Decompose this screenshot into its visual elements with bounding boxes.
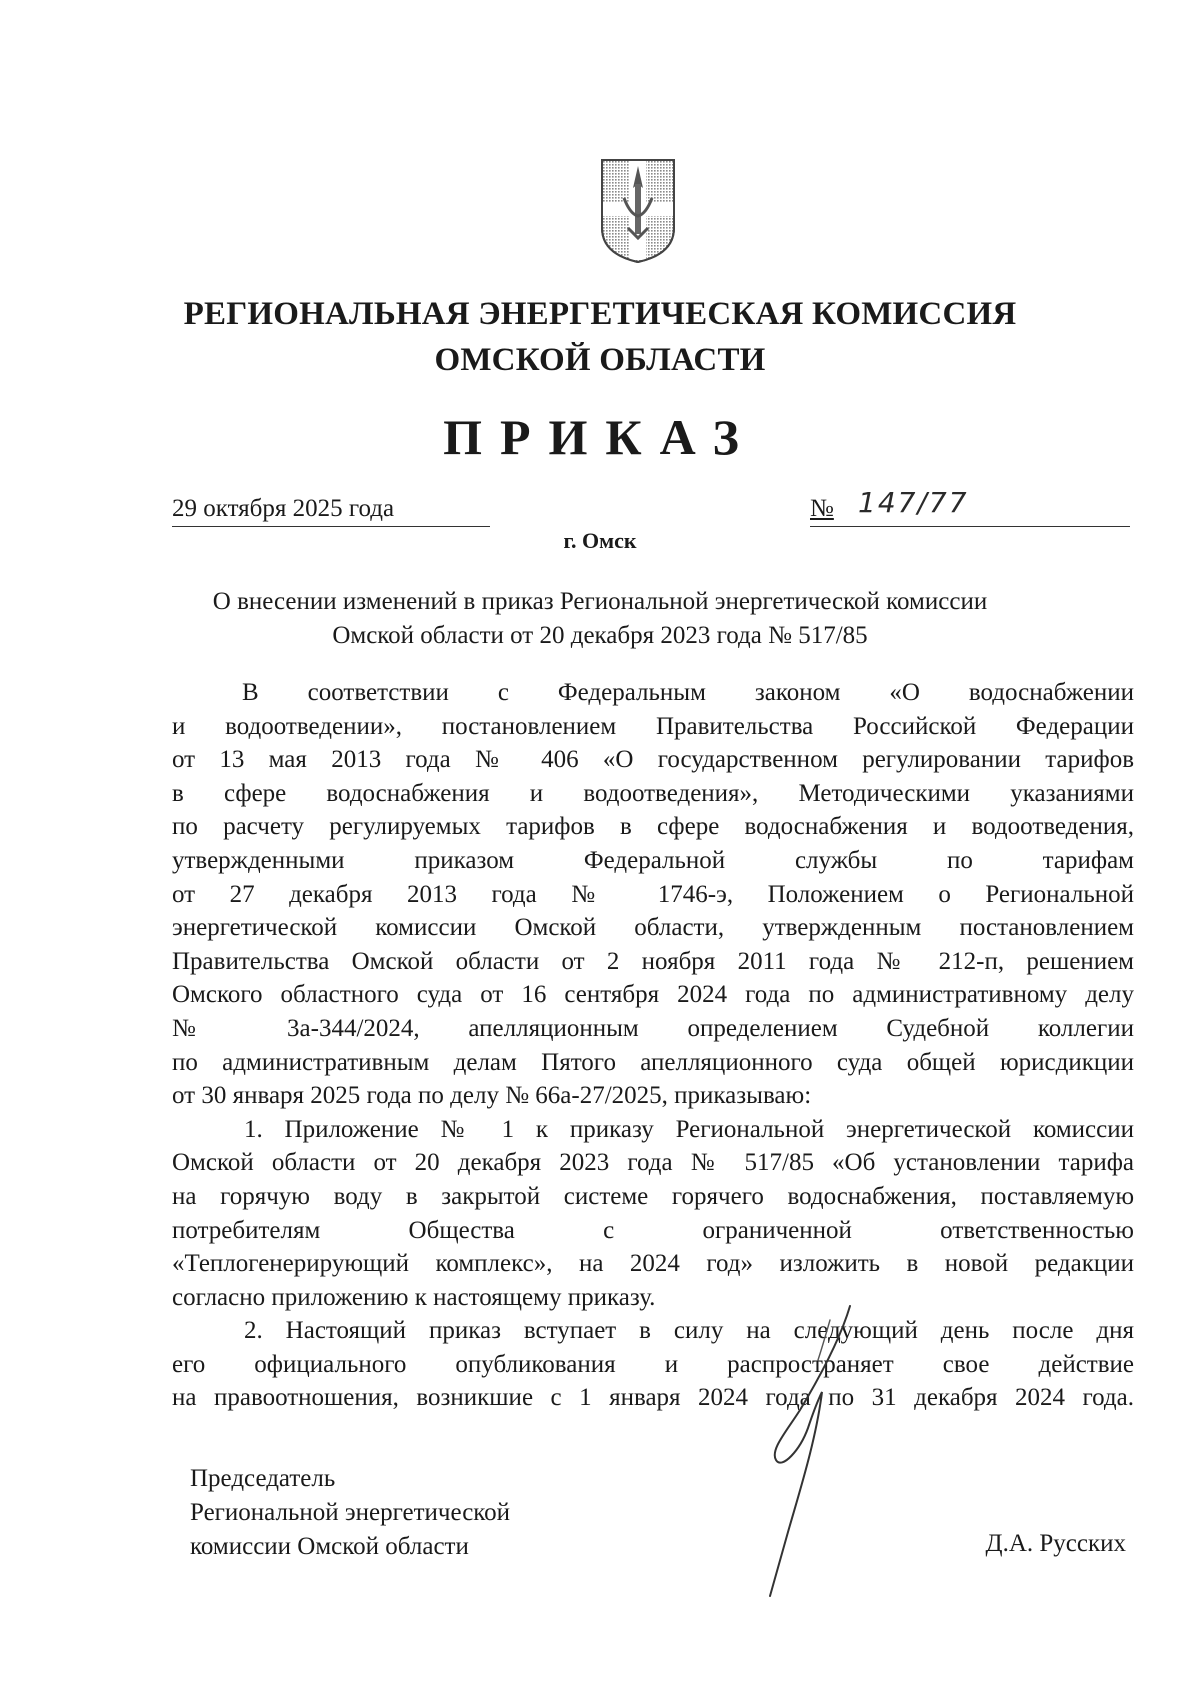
body-line: и водоотведении», постановлением Правительства Российской Федерации (172, 712, 1134, 740)
body-line: на горячую воду в закрытой системе горячего водоснабжения, поставляемую (172, 1182, 1134, 1210)
position-line: Председатель (190, 1465, 336, 1492)
subject-line: Омской области от 20 декабря 2023 года № 517/85 (332, 622, 868, 649)
order-date: 29 октября 2025 года (172, 494, 490, 527)
order-body (172, 676, 1134, 1415)
body-line: Правительства Омской области от 2 ноября 2011 года № 212-п, решением (172, 947, 1134, 975)
signatory-position (190, 1462, 510, 1564)
body-line: энергетической комиссии Омской области, утвержденным постановлением (172, 914, 1134, 942)
signatory-name: Д.А. Русских (985, 1530, 1126, 1557)
body-line: на правоотношения, возникшие с 1 января 2024 года по 31 декабря 2024 года. (172, 1384, 1134, 1412)
position-line: Региональной энергетической (190, 1499, 511, 1526)
body-line: его официального опубликования и распространяет свое действие (172, 1350, 1134, 1378)
body-line: 1. Приложение № 1 к приказу Региональной энергетической комиссии (244, 1115, 1134, 1143)
body-line: по административным делам Пятого апелляционного суда общей юрисдикции (172, 1048, 1134, 1076)
handwritten-signature (730, 1300, 870, 1600)
position-line: комиссии Омской области (190, 1533, 469, 1560)
body-line: согласно приложению к настоящему приказу. (172, 1283, 656, 1311)
body-line: В соответствии с Федеральным законом «О водоснабжении (242, 679, 1134, 706)
body-line: в сфере водоснабжения и водоотведения», Методическими указаниями (172, 779, 1134, 807)
body-line: 2. Настоящий приказ вступает в силу на следующий день после дня (244, 1317, 1134, 1345)
order-number-field (810, 486, 1130, 527)
body-line: Омской области от 20 декабря 2023 года № 517/85 «Об установлении тарифа (172, 1149, 1134, 1177)
order-number-handwritten: 147/77 (858, 486, 969, 519)
body-line: от 13 мая 2013 года № 406 «О государственном регулировании тарифов (172, 746, 1134, 774)
body-line: Омского областного суда от 16 сентября 2024 года по административному делу (172, 981, 1134, 1009)
body-line: от 27 декабря 2013 года № 1746-э, Положением о Региональной (172, 880, 1134, 908)
body-line: по расчету регулируемых тарифов в сфере водоснабжения и водоотведения, (172, 813, 1134, 841)
body-line: от 30 января 2025 года по делу № 66а-27/2025, приказываю: (172, 1082, 812, 1110)
subject-line: О внесении изменений в приказ Региональной энергетической комиссии (212, 588, 988, 615)
body-line: «Теплогенерирующий комплекс», на 2024 год» изложить в новой редакции (172, 1250, 1134, 1278)
number-sign: № (810, 495, 834, 522)
body-line: № 3а-344/2024, апелляционным определением Судебной коллегии (172, 1014, 1134, 1042)
org-name-line2: ОМСКОЙ ОБЛАСТИ (434, 342, 766, 378)
org-name-line1: РЕГИОНАЛЬНАЯ ЭНЕРГЕТИЧЕСКАЯ КОМИССИЯ (183, 296, 1017, 332)
coat-of-arms-icon (600, 158, 676, 264)
document-type-title: ПРИКАЗ (443, 409, 757, 465)
body-line: потребителям Общества с ограниченной ответственностью (172, 1216, 1134, 1244)
city: г. Омск (563, 528, 637, 553)
body-line: утвержденными приказом Федеральной службы по тарифам (172, 846, 1134, 874)
